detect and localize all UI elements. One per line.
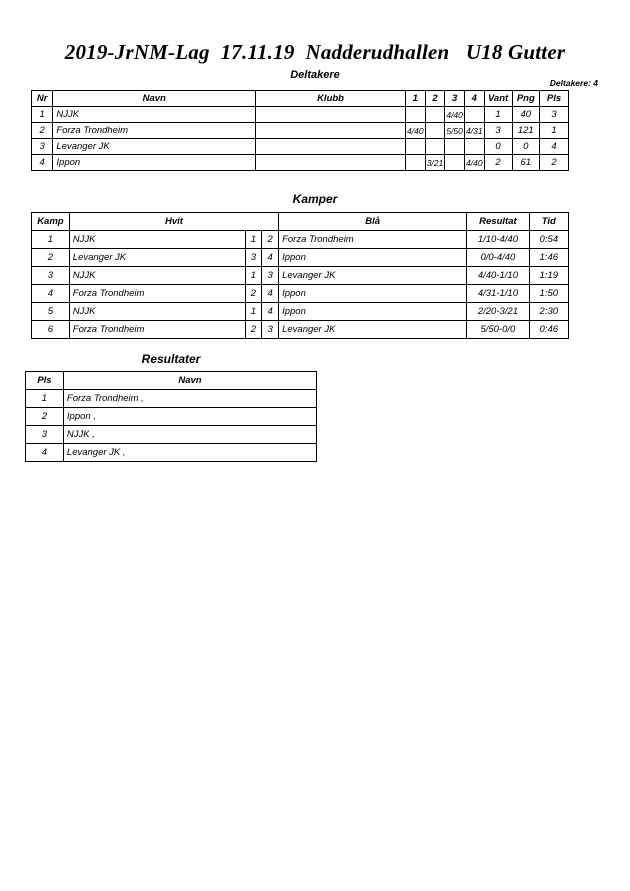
cell-tid: 1:46 [529, 249, 568, 267]
cell-match-4: 4/40 [464, 155, 484, 171]
cell-vant: 3 [484, 123, 512, 139]
table-row [32, 139, 569, 155]
cell-blaa-nr: 3 [262, 267, 279, 285]
resultater-heading: Resultater [141, 352, 201, 366]
cell-blaa: Levanger JK [279, 267, 467, 285]
cell-klubb [256, 107, 406, 123]
cell-resultat: 5/50-0/0 [467, 321, 529, 339]
table-row [32, 231, 569, 249]
table-row [26, 426, 317, 444]
cell-vant: 0 [484, 139, 512, 155]
cell-hvit-nr: 1 [245, 267, 262, 285]
cell-navn: Levanger JK [53, 139, 256, 155]
col-match-3: 3 [445, 91, 465, 107]
col-navn: Navn [63, 372, 316, 390]
cell-resultat: 0/0-4/40 [467, 249, 529, 267]
cell-vant: 1 [484, 107, 512, 123]
cell-hvit: NJJK [69, 303, 245, 321]
table-row [26, 444, 317, 462]
deltakere-count: Deltakere: 4 [549, 78, 598, 88]
col-hvit: Hvit [69, 213, 278, 231]
cell-tid: 1:19 [529, 267, 568, 285]
table-row [32, 107, 569, 123]
cell-match-3 [445, 139, 465, 155]
title-venue: Nadderudhallen [305, 40, 450, 64]
cell-png: 0 [512, 139, 540, 155]
cell-pls: 2 [540, 155, 569, 171]
cell-match-4 [464, 139, 484, 155]
table-row [32, 303, 569, 321]
title-event: 2019-JrNM-Lag [64, 40, 210, 64]
cell-nr: 1 [32, 107, 53, 123]
cell-navn: Forza Trondheim [53, 123, 256, 139]
cell-nr: 2 [32, 123, 53, 139]
cell-navn: Levanger JK , [63, 444, 316, 462]
cell-png: 61 [512, 155, 540, 171]
cell-hvit: NJJK [69, 231, 245, 249]
cell-hvit-nr: 2 [245, 285, 262, 303]
table-header-row [32, 91, 569, 107]
cell-match-2 [425, 123, 445, 139]
cell-klubb [256, 155, 406, 171]
cell-hvit-nr: 1 [245, 231, 262, 249]
cell-klubb [256, 139, 406, 155]
cell-hvit-nr: 3 [245, 249, 262, 267]
cell-blaa-nr: 3 [262, 321, 279, 339]
deltakere-header-row [0, 69, 630, 88]
cell-tid: 2:30 [529, 303, 568, 321]
col-tid: Tid [529, 213, 568, 231]
cell-pls: 3 [26, 426, 64, 444]
cell-resultat: 4/40-1/10 [467, 267, 529, 285]
cell-match-3: 5/50 [445, 123, 465, 139]
cell-pls: 1 [540, 123, 569, 139]
cell-tid: 1:50 [529, 285, 568, 303]
cell-navn: NJJK [53, 107, 256, 123]
cell-klubb [256, 123, 406, 139]
col-pls: Pls [540, 91, 569, 107]
cell-tid: 0:46 [529, 321, 568, 339]
table-row [32, 267, 569, 285]
cell-navn: NJJK , [63, 426, 316, 444]
col-png: Png [512, 91, 540, 107]
deltakere-table [31, 90, 569, 171]
col-blaa: Blå [279, 213, 467, 231]
cell-kamp: 4 [32, 285, 70, 303]
cell-hvit: Levanger JK [69, 249, 245, 267]
kamper-heading: Kamper [292, 192, 338, 206]
col-match-4: 4 [464, 91, 484, 107]
col-kamp: Kamp [32, 213, 70, 231]
col-nr: Nr [32, 91, 53, 107]
table-row [26, 408, 317, 426]
table-row [32, 155, 569, 171]
kamper-table [31, 212, 569, 339]
cell-navn: Ippon , [63, 408, 316, 426]
cell-match-1 [405, 139, 425, 155]
cell-match-4: 4/31 [464, 123, 484, 139]
cell-hvit: Forza Trondheim [69, 285, 245, 303]
cell-pls: 4 [26, 444, 64, 462]
cell-png: 121 [512, 123, 540, 139]
cell-match-3: 4/40 [445, 107, 465, 123]
title-category: U18 Gutter [465, 40, 566, 64]
cell-hvit-nr: 2 [245, 321, 262, 339]
cell-hvit-nr: 1 [245, 303, 262, 321]
cell-match-2: 3/21 [425, 155, 445, 171]
col-pls: Pls [26, 372, 64, 390]
col-match-1: 1 [405, 91, 425, 107]
cell-blaa-nr: 4 [262, 249, 279, 267]
cell-resultat: 1/10-4/40 [467, 231, 529, 249]
cell-kamp: 5 [32, 303, 70, 321]
cell-match-3 [445, 155, 465, 171]
resultater-table [25, 371, 317, 462]
cell-match-2 [425, 107, 445, 123]
table-row [26, 390, 317, 408]
cell-hvit: NJJK [69, 267, 245, 285]
deltakere-heading: Deltakere [290, 69, 340, 81]
cell-pls: 1 [26, 390, 64, 408]
table-row [32, 321, 569, 339]
cell-blaa: Levanger JK [279, 321, 467, 339]
cell-blaa-nr: 4 [262, 285, 279, 303]
col-match-2: 2 [425, 91, 445, 107]
page-title [0, 0, 630, 65]
cell-pls: 2 [26, 408, 64, 426]
col-klubb: Klubb [256, 91, 406, 107]
col-navn: Navn [53, 91, 256, 107]
cell-kamp: 3 [32, 267, 70, 285]
resultater-header-row [25, 352, 317, 366]
cell-navn: Ippon [53, 155, 256, 171]
cell-blaa: Ippon [279, 249, 467, 267]
cell-resultat: 2/20-3/21 [467, 303, 529, 321]
table-row [32, 285, 569, 303]
cell-blaa: Ippon [279, 285, 467, 303]
cell-blaa: Forza Trondheim [279, 231, 467, 249]
cell-pls: 4 [540, 139, 569, 155]
cell-blaa-nr: 4 [262, 303, 279, 321]
cell-kamp: 6 [32, 321, 70, 339]
cell-nr: 4 [32, 155, 53, 171]
cell-blaa: Ippon [279, 303, 467, 321]
cell-match-1 [405, 155, 425, 171]
cell-hvit: Forza Trondheim [69, 321, 245, 339]
cell-png: 40 [512, 107, 540, 123]
cell-match-1: 4/40 [405, 123, 425, 139]
cell-pls: 3 [540, 107, 569, 123]
table-header-row [26, 372, 317, 390]
col-vant: Vant [484, 91, 512, 107]
cell-blaa-nr: 2 [262, 231, 279, 249]
cell-match-1 [405, 107, 425, 123]
cell-vant: 2 [484, 155, 512, 171]
col-resultat: Resultat [467, 213, 529, 231]
title-date: 17.11.19 [220, 40, 295, 64]
cell-kamp: 2 [32, 249, 70, 267]
cell-kamp: 1 [32, 231, 70, 249]
cell-match-2 [425, 139, 445, 155]
cell-tid: 0:54 [529, 231, 568, 249]
table-header-row [32, 213, 569, 231]
table-row [32, 123, 569, 139]
cell-resultat: 4/31-1/10 [467, 285, 529, 303]
cell-match-4 [464, 107, 484, 123]
kamper-header-row [0, 192, 630, 206]
cell-navn: Forza Trondheim , [63, 390, 316, 408]
table-row [32, 249, 569, 267]
cell-nr: 3 [32, 139, 53, 155]
